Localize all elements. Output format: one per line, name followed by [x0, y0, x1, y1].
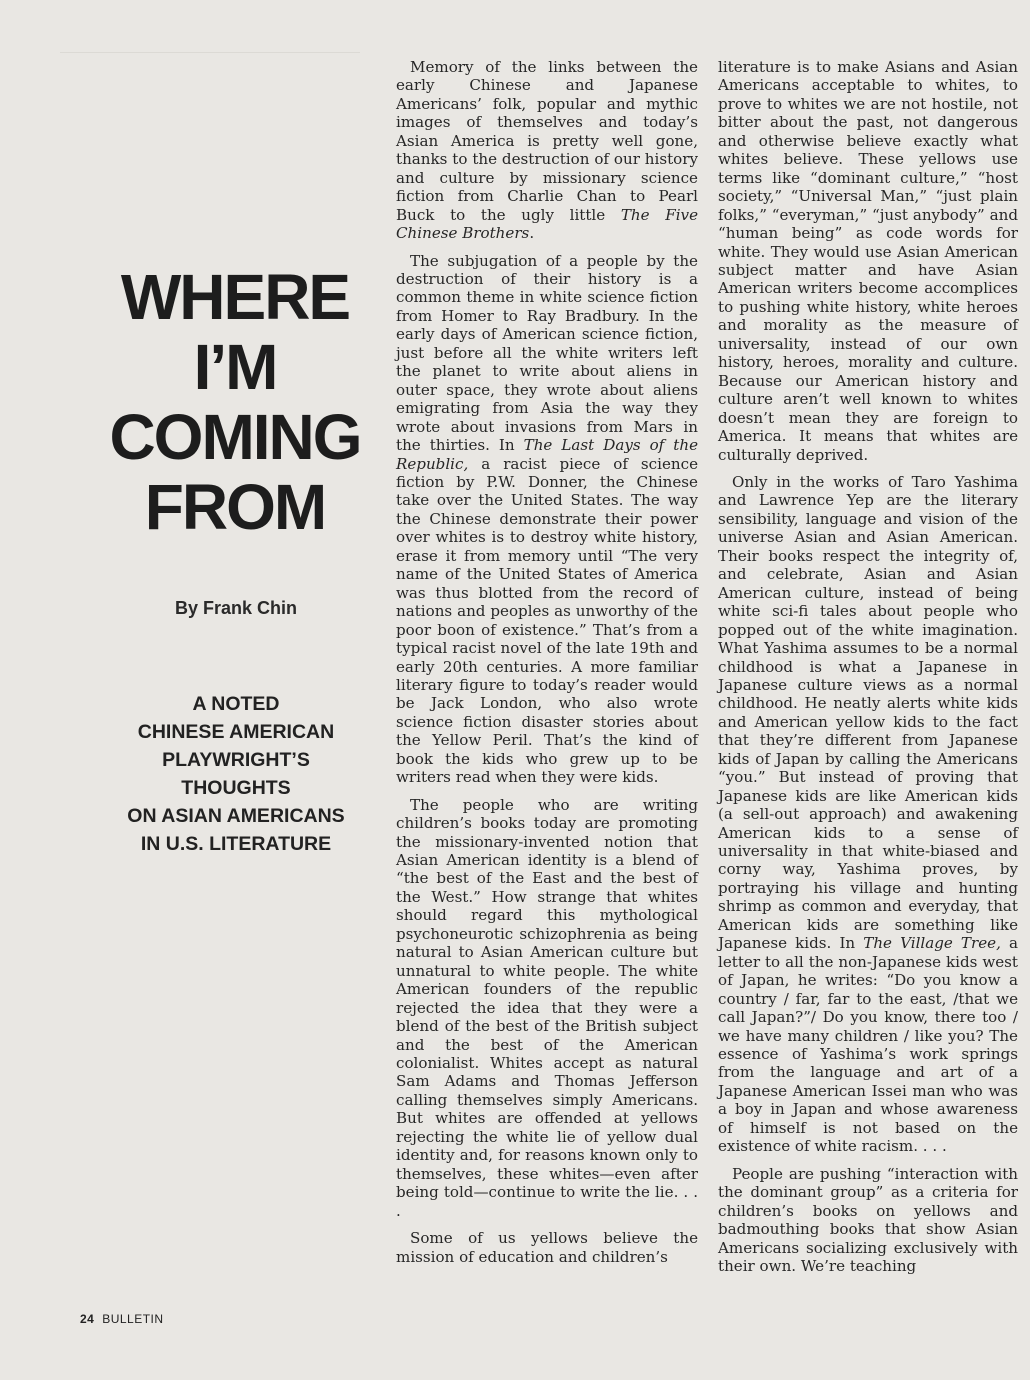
article-title: [70, 262, 400, 542]
title-line: FROM: [144, 471, 326, 543]
body-paragraph: literature is to make Asians and Asian Americans acceptable to whites, to prove to whites we are not hostile, not bitter about the past, not dangerous and otherwise believe exactly what whites believe. These yellows use terms like “dominant culture,” “host society,” “Universal Man,” “just plain folks,” “everyman,” “just anybody” and “human being” as code words for white. They would use Asian American subject matter and have Asian American writers become accomplices to pushing white history, white heroes and morality as the measure of universality, instead of our own history, heroes, morality and culture. Because our American history and culture aren’t well known to whites doesn’t mean they are foreign to America. It means that whites are culturally deprived.: [718, 58, 1018, 464]
deck-line: CHINESE AMERICAN: [137, 721, 335, 743]
body-paragraph: Only in the works of Taro Yashima and Lawrence Yep are the literary sensibility, language and vision of the universe Asian and Asian American. Their books respect the integrity of, and celebrate, Asian and Asian American culture, instead of being white sci-fi tales about people who popped out of the white imagination. What Yashima assumes to be a normal childhood is what a Japanese in Japanese culture views as a normal childhood. He neatly alerts white kids and American yellow kids to the fact that they’re different from Japanese kids of Japan by calling the Americans “you.” But instead of proving that Japanese kids are like American kids (a sell-out approach) and awakening American kids to a sense of universality in that white-biased and corny way, Yashima proves, by portraying his village and hunting shrimp as common and everyday, that American kids are something like Japanese kids. In The Village Tree, a letter to all the non-Japanese kids west of Japan, he writes: “Do you know a country / far, far to the east, /that we call Japan?”/ Do you know, there too / we have many children / like you? The essence of Yashima’s work springs from the language and art of a Japanese American Issei man who was a boy in Japan and whose awareness of himself is not based on the existence of white racism. . . .: [718, 472, 1018, 1156]
book-title: The Village Tree,: [863, 934, 1001, 953]
page-footer: [80, 1312, 164, 1326]
deck-line: PLAYWRIGHT’S: [162, 749, 310, 771]
body-column-right: [718, 58, 1018, 1284]
title-line: WHERE: [120, 261, 350, 333]
book-title: The Five Chinese Brothers: [396, 205, 698, 243]
publication-name: BULLETIN: [102, 1312, 164, 1326]
deck-line: A NOTED: [192, 693, 280, 715]
body-paragraph: The subjugation of a people by the destruction of their history is a common theme in white science fiction from Homer to Ray Bradbury. In the early days of American science fiction, just before all the white writers left the planet to write about aliens in outer space, they wrote about aliens emigrating from Asia the way they wrote about invasions from Mars in the thirties. In The Last Days of the Republic, a racist piece of science fiction by P.W. Donner, the Chinese take over the United States. The way the Chinese demonstrate their power over whites is to destroy white history, erase it from memory until “The very name of the United States of America was thus blotted from the record of nations and peoples as unworthy of the poor boon of existence.” That’s from a typical racist novel of the late 19th and early 20th centuries. A more familiar literary figure to today’s reader would be Jack London, who also wrote science fiction disaster stories about the Yellow Peril. That’s the kind of book the kids who grew up to be writers read when they were kids.: [396, 251, 699, 787]
body-column-middle: [396, 58, 698, 1275]
title-line: COMING: [109, 401, 361, 473]
page-number: 24: [80, 1312, 95, 1326]
body-paragraph: Some of us yellows believe the mission of education and children’s: [396, 1229, 698, 1266]
article-deck: [80, 690, 392, 858]
body-paragraph: The people who are writing children’s books today are promoting the missionary-invented notion that Asian American identity is a blend of “the best of the East and the best of the West.” How strange that whites should regard this mythological psychoneurotic schizophrenia as being natural to Asian American culture but unnatural to white people. The white American founders of the republic rejected the idea that they were a blend of the best of the British subject and the best of the American colonialist. Whites accept as natural Sam Adams and Thomas Jefferson calling themselves simply Americans. But whites are offended at yellows rejecting the white lie of yellow dual identity and, for reasons known only to themselves, these whites—even after being told—continue to write the lie. . . .: [396, 795, 698, 1220]
byline: By Frank Chin: [174, 598, 298, 618]
deck-line: IN U.S. LITERATURE: [140, 833, 332, 855]
bleed-through-rule: [60, 30, 360, 53]
deck-line: THOUGHTS: [181, 777, 291, 799]
book-title: The Last Days of the Republic,: [396, 436, 699, 473]
body-paragraph: People are pushing “interaction with the dominant group” as a criteria for children’s books on yellows and badmouthing books that show Asian Americans socializing exclusively with their own. We’re teaching: [718, 1164, 1018, 1275]
title-line: I’M: [193, 331, 277, 403]
deck-line: ON ASIAN AMERICANS: [127, 805, 345, 827]
body-paragraph: Memory of the links between the early Chinese and Japanese Americans’ folk, popular and mythic images of themselves and today’s Asian America is pretty well gone, thanks to the destruction of our history and culture by missionary science fiction from Charlie Chan to Pearl Buck to the ugly little The Five Chinese Brothers.: [396, 58, 698, 243]
